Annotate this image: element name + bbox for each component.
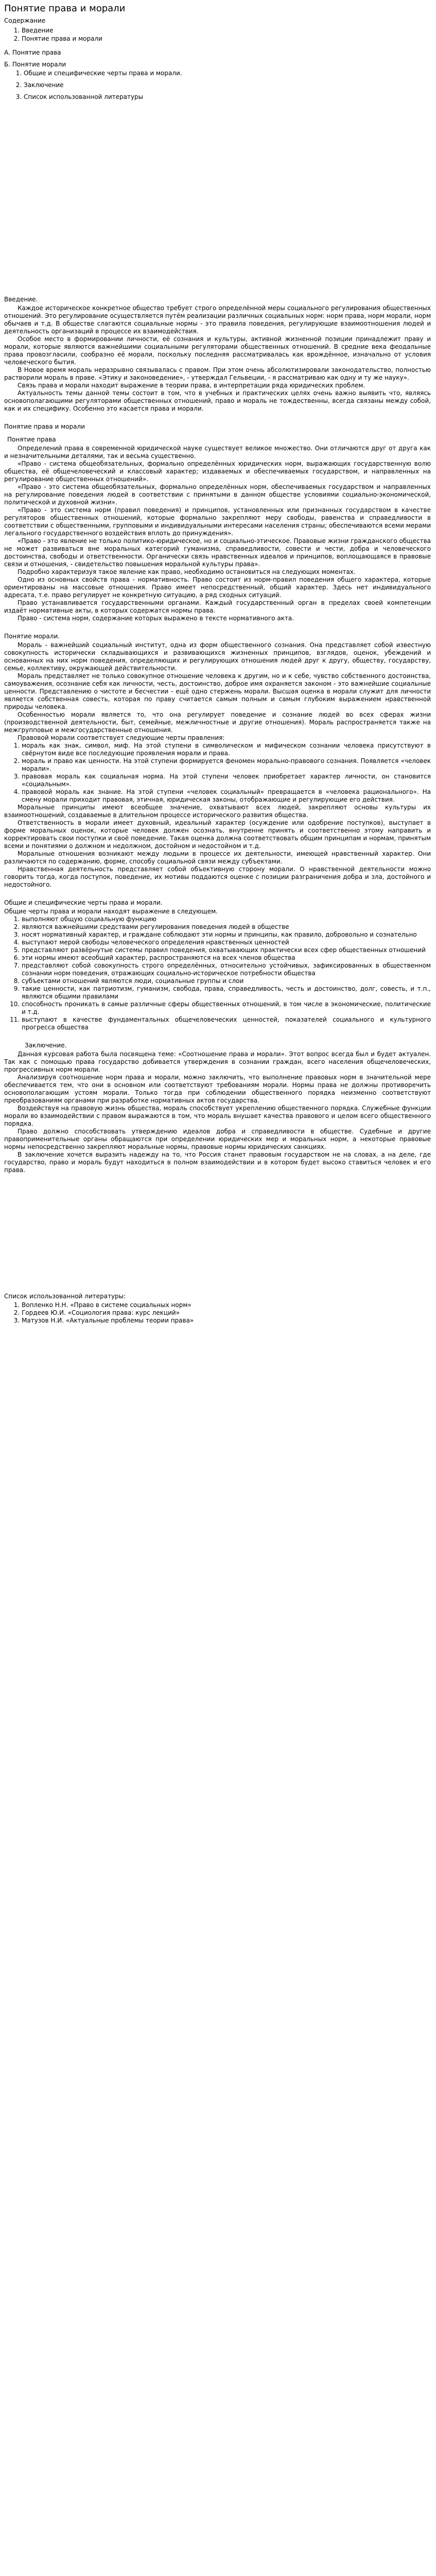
morality-paragraph: Мораль - важнейший социальный институт, одна из форм общественного сознания. Она представляет собой известную совокупность исторически складывающихся и развивающихся жизненных принципов, взглядов, оценок, убеждений и основанных на них норм поведения, определяющих и регулирующих отношения людей друг к другу, обществу, государству, семье, коллективу, окружающей действительности. <box>4 641 431 672</box>
references-list <box>4 1301 431 1325</box>
list-item: 1. выполняют общую социальную функцию <box>22 916 431 923</box>
law-paragraph: Право - система норм, содержание которых выражено в тексте нормативного акта. <box>18 614 294 622</box>
reference-item: 2. Гордеев Ю.И. «Социология права: курс лекций» <box>22 1309 431 1317</box>
intro-paragraph: В Новое время мораль неразрывно связывалась с правом. При этом очень абсолютизировали законодательство, полностью растворили мораль в праве. «Этику и законоведение», - утверждал Гельвеции, - я рассматриваю как одну и ту же науку». <box>4 366 431 381</box>
list-item: 8. субъектами отношений являются люди, социальные группы и слои <box>22 977 431 985</box>
intro-paragraph: Каждое историческое конкретное общество требует строго определённой меры социального регулирования общественных отношений. Это регулирование осуществляется путём реализации различных социальных норм: норм права, норм морали, норм обычаев и т.д. В обществе слагаются социальные нормы - это правила поведения, регулирующие взаимоотношения людей и деятельность организаций в процессе их взаимодействия. <box>4 304 431 335</box>
toc-sub-item: 3. Список использованной литературы <box>24 93 431 101</box>
list-item: 2. мораль и право как ценности. На этой ступени формируется феномен морально-правового сознания. Появляется «человек морали». <box>22 757 431 773</box>
intro-heading: Введение. <box>4 295 38 303</box>
law-paragraph: Подробно характеризуя такое явление как право, необходимо остановиться на следующих моментах. <box>18 568 356 575</box>
toc-heading: Содержание <box>4 16 46 24</box>
morality-paragraph: Моральные принципы имеют всеобщее значение, охватывают всех людей, закрепляют основы культуры их взаимоотношений, создаваемые в длительном процессе исторического развития общества. <box>4 803 431 819</box>
list-item: 9. такие ценности, как патриотизм, гуманизм, свобода, права, справедливость, честь и достоинство, долг, совесть, и т.п., являются общими правилами <box>22 985 431 1001</box>
morality-paragraph: Нравственная деятельность представляет собой объективную сторону морали. О нравственной деятельности можно говорить тогда, когда поступок, поведение, их мотивы поддаются оценке с позиции разграничения добра и зла, достойного и недостойного. <box>4 865 431 888</box>
intro-paragraph: Актуальность темы данной темы состоит в том, что в учебных и практических целях очень важно выявить что, являясь основополагающими регуляторами общественных отношений, право и мораль не тождественны, всегда связаны между собой, как и их специфику. Особенно это касается права и морали. <box>4 389 431 412</box>
law-paragraph: Право устанавливается государственными органами. Каждый государственный орган в пределах своей компетенции издаёт нормативные акты, в которых содержатся нормы права. <box>4 599 431 614</box>
list-item: 4. выступают мерой свободы человеческого определения нравственных ценностей <box>22 939 431 946</box>
document-title: Понятие права и морали <box>4 3 126 14</box>
traits-intro: Общие черты права и морали находят выражение в следующем. <box>4 907 218 915</box>
toc-sub-list <box>4 70 431 101</box>
conclusion-paragraph: Данная курсовая работа была посвящена теме: «Соотношение права и морали». Этот вопрос всегда был и будет актуален. Так как с помощью права государство добивается утверждения в сознании граждан, всего населения общечеловеческих, прогрессивных норм морали. <box>4 1050 431 1073</box>
toc-item: 1. Введение <box>22 27 431 35</box>
list-item: 6. эти нормы имеют всеобщий характер, распространяются на всех членов общества <box>22 954 431 962</box>
conclusion-paragraph: Анализируя соотношение норм права и морали, можно заключить, что выполнение правовых норм в значительной мере обеспечивается тем, что они в основном или соответствуют требованиям морали. Нормы права не должны противоречить основополагающим устоям морали. Только тогда при соблюдении общественного порядка неизменно соответствуют преобразованиям органами при разработке нормативных актов государства. <box>4 1073 431 1104</box>
list-item: 7. представляют собой совокупность строго определённых, относительно устойчивых, зафиксированных в общественном сознании норм поведения, отражающих социально-историческое потребности общества <box>22 962 431 977</box>
toc-sub-item: 1. Общие и специфические черты права и морали. <box>24 70 431 77</box>
morality-heading: Понятие морали. <box>4 632 60 640</box>
list-item: 3. правовая мораль как социальная норма. На этой ступени человек приобретает характер личности, он становится «социальным». <box>22 773 431 788</box>
law-paragraph: «Право - это система общеобязательных, формально определённых норм, обеспечиваемых государством и направленных на регулирование поведения людей в соответствии с принятыми в данном обществе условиями социально-экономической, политической и духовной жизни». <box>4 483 431 506</box>
list-item: 10. способность проникать в самые различные сферы общественных отношений, в том числе в экономические, политические и т.д. <box>22 1001 431 1016</box>
toc-part-b: Б. Понятие морали <box>4 60 66 68</box>
law-paragraph: «Право - система общеобязательных, формально определённых юридических норм, выражающих государственную волю общества, её общечеловеческий и классовый характер; издаваемых и обеспечиваемых государством, и направленных на регулирование общественных отношений». <box>4 460 431 483</box>
references-heading: Список использованной литературы: <box>4 1292 126 1300</box>
blank-space <box>4 105 431 291</box>
conclusion-paragraph: Воздействуя на правовую жизнь общества, мораль способствует укреплению общественного порядка. Служебные функции морали во взаимодействии с правом выражаются в том, что мораль внушает качества правового и целом всего общественного порядка. <box>4 1104 431 1127</box>
morality-paragraph: Правовой морали соответствует следующие черты правления: <box>18 734 225 741</box>
morality-paragraph: Моральные отношения возникают между людьми в процессе их деятельности, имеющей нравственный характер. Они различаются по содержанию, форме, способу социальной связи между субъектами. <box>4 850 431 865</box>
traits-list <box>4 916 431 1031</box>
reference-item: 1. Вопленко Н.Н. «Право в системе социальных норм» <box>22 1301 431 1309</box>
conclusion-paragraph: Право должно способствовать утверждению идеалов добра и справедливости в обществе. Судебные и другие правоприменительные органы обращаются при определении юридических мер и моральных норм, а некоторые правовые нормы непосредственно закрепляют моральные нормы, правовые нормы юридических санкциях. <box>4 1127 431 1150</box>
morality-paragraph: Мораль представляет не только совокупное отношение человека к другим, но и к себе, чувство собственного достоинства, самоуважения, осознание себя как личности, честь, достоинство, доброе имя охраняется законом - это важнейшие социальные ценности. Представлению о чистоте и бесчестии - ещё одно стержень морали. Высшая оценка в морали служит для личности является собственная совесть, которая по праву считается самым полным и самым глубоким выражением нравственной природы человека. <box>4 672 431 710</box>
toc-part-a: А. Понятие права <box>4 48 61 56</box>
toc-sub-item: 2. Заключение <box>24 81 431 89</box>
reference-item: 3. Матузов Н.И. «Актуальные проблемы теории права» <box>22 1317 431 1325</box>
list-item: 1. мораль как знак, символ, миф. На этой ступени в символическом и мифическом сознании человека присутствуют в свёрнутом виде все последующие проявления морали и права. <box>22 742 431 757</box>
law-section-heading: Понятие права и морали <box>4 422 85 430</box>
list-item: 3. носят нормативный характер, и граждане соблюдают эти нормы и принципы, как правило, добровольно и сознательно <box>22 931 431 939</box>
list-item: 11. выступают в качестве фундаментальных общечеловеческих ценностей, показателей социального и культурного прогресса общества <box>22 1016 431 1031</box>
conclusion-heading: Заключение. <box>25 1041 67 1049</box>
law-paragraph: «Право - это явление не только политико-юридическое, но и социально-этическое. Правовые жизни гражданского общества не может развиваться вне моральных категорий гуманизма, справедливости, совести и чести, добра и человеческого достоинства, свободы и ответственности. Органически связь нравственных идеалов и принципов, воплощающаяся в правовые связи и отношения, - свидетельство повышения моральной культуры права». <box>4 537 431 568</box>
morality-stages-list <box>4 742 431 804</box>
law-paragraph: Одно из основных свойств права - нормативность. Право состоит из норм-правил поведения общего характера, которые ориентированы на массовые отношения. Право имеет непосредственный, общий характер. Здесь нет индивидуального адресата, т.е. право регулирует не конкретную ситуацию, а ряд сходных ситуаций. <box>4 575 431 599</box>
conclusion-paragraph: В заключение хочется выразить надежду на то, что Россия станет правовым государством не на словах, а на деле, где государство, право и мораль будут находиться в полном взаимодействии и в котором будет высоко ставиться человек и его права. <box>4 1150 431 1174</box>
list-item: 2. являются важнейшими средствами регулирования поведения людей в обществе <box>22 923 431 931</box>
law-paragraph: Определений права в современной юридической науке существует великое множество. Они отличаются друг от друга как и незначительными деталями, так и весьма существенно. <box>4 444 431 460</box>
morality-paragraph: Ответственность в морали имеет духовный, идеальный характер (осуждение или одобрение поступков), выступает в форме моральных оценок, которые человек должен осознать, внутренне принять и соответственно этому направить и корректировать свои поступки и своё поведение. Такая оценка должна соответствовать общим принципам и нормам, принятым всеми и понятиями о должном и недолжном, достойном и недостойном и т.д. <box>4 819 431 850</box>
morality-paragraph: Особенностью морали является то, что она регулирует поведение и сознание людей во всех сферах жизни (производственной деятельности, быт, семейные, межличностные и другие отношения). Мораль распространяется также на межгрупповые и межгосударственные отношения. <box>4 710 431 734</box>
traits-heading: Общие и специфические черты права и морали. <box>4 899 163 906</box>
list-item: 5. представляют развёрнутые системы правил поведения, охватывающих практически всех сфер общественных отношений <box>22 946 431 954</box>
toc-list <box>4 27 431 43</box>
law-paragraph: «Право - это система норм (правил поведения) и принципов, установленных или признанных государством в качестве регуляторов общественных отношений, которые формально закрепляют меру свободы, равенства и справедливости в соответствии с общественными, групповыми и индивидуальными интересами населения страны; обеспечиваются всеми мерами легального государственного воздействия вплоть до принуждения». <box>4 506 431 537</box>
toc-item: 2. Понятие права и морали <box>22 35 431 43</box>
law-subheading: Понятие права <box>7 435 56 443</box>
intro-paragraph: Особое место в формировании личности, её сознания и культуры, активной жизненной позиции принадлежит праву и морали, которые являются важнейшими социальными регуляторами общественных отношений. В средние века феодальные права провозгласили, сообразно её морали, поскольку последняя рассматривалась как врождённое, изначально от условия человеческого бытия. <box>4 335 431 366</box>
intro-paragraph: Связь права и морали находит выражение в теории права, в интерпретации ряда юридических проблем. <box>18 381 365 389</box>
list-item: 4. правовой мораль как знание. На этой ступени «человек социальный» превращается в «человека рационального». На смену морали приходит правовая, этичная, юридическая законы, отображающие и регулирующие его действия. <box>22 788 431 804</box>
